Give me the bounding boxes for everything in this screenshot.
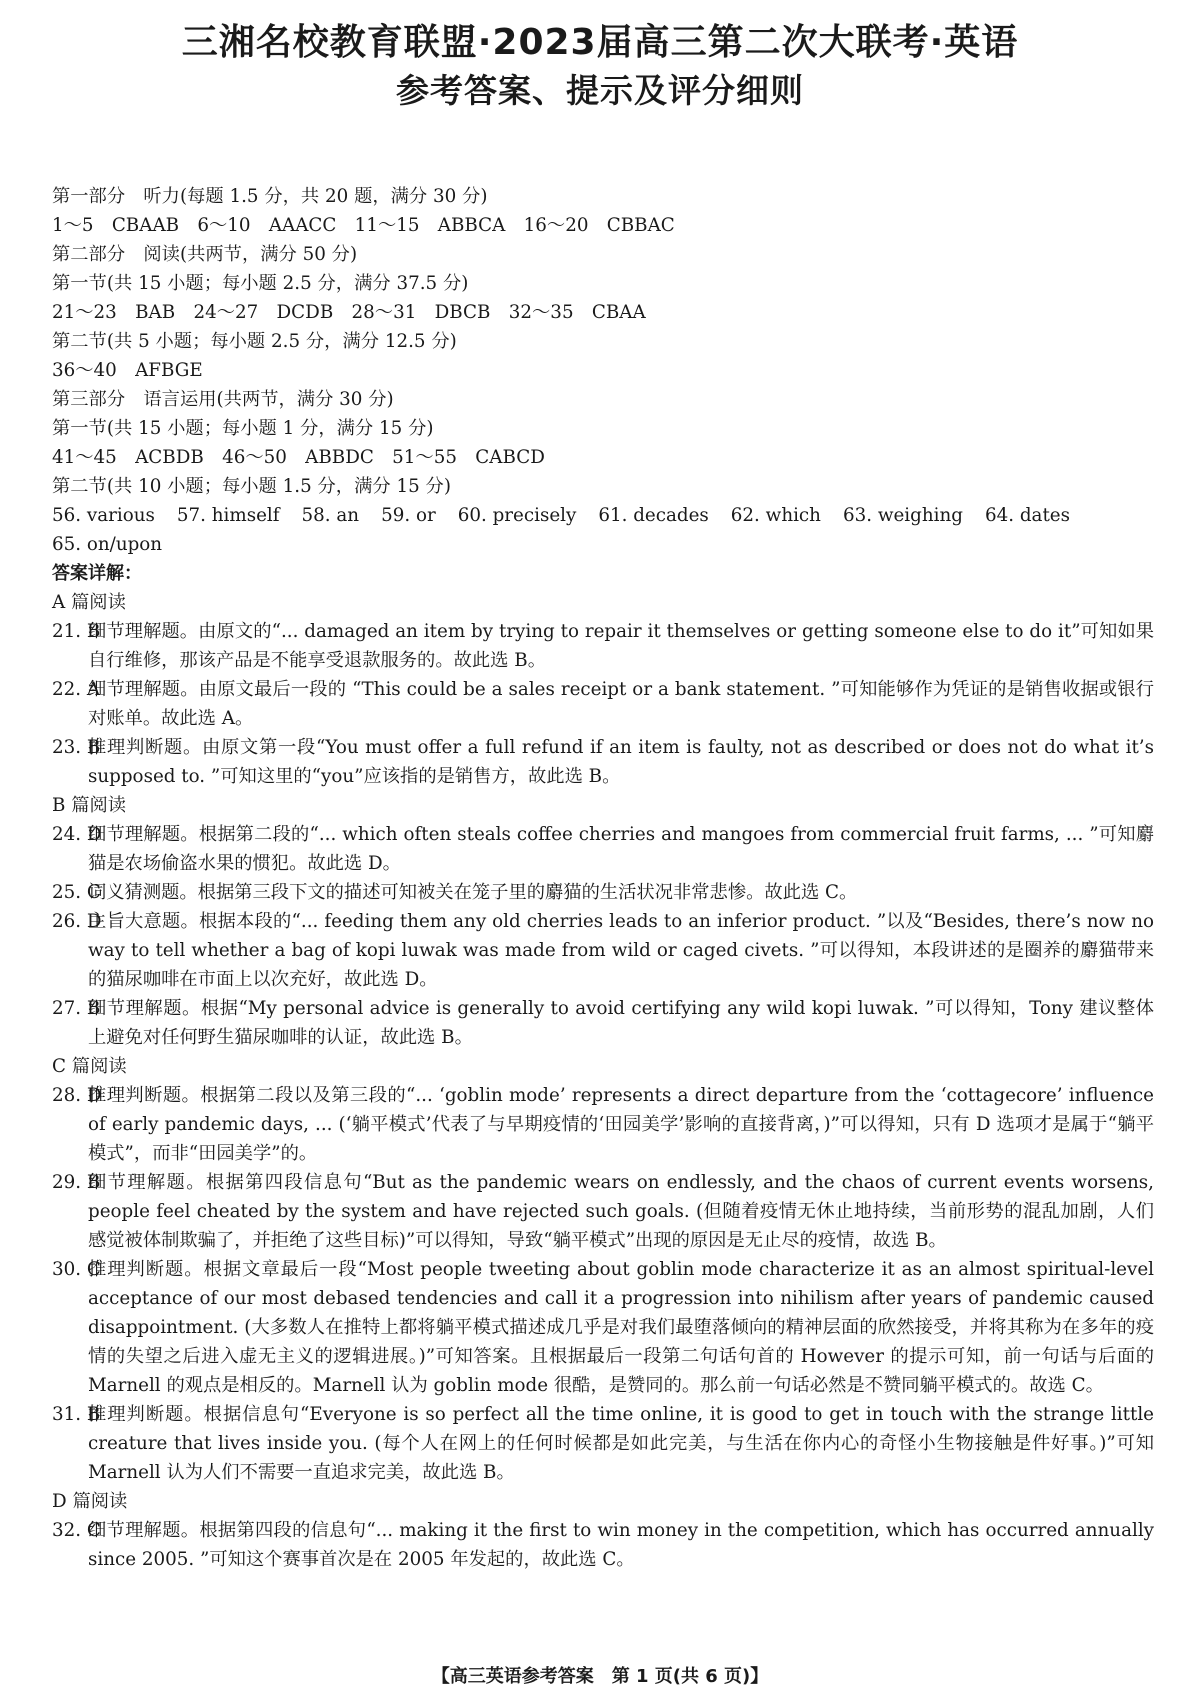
section-language-use: 第三部分 语言运用(共两节，满分 30 分): [52, 389, 394, 410]
page-subtitle: 参考答案、提示及评分细则: [396, 71, 804, 110]
fill-answer: 62. which: [730, 505, 821, 526]
page-header: [0, 0, 1200, 114]
passage-a-heading: A 篇阅读: [52, 592, 126, 613]
section-reading: 第二部分 阅读(共两节，满分 50 分): [52, 244, 358, 265]
item-text: 推理判断题。由原文第一段“You must offer a full refund if an item is faulty, not as described or does not do what it’s supposed to. ”可知这里的“you”应该指的是销售方，故此选 B。: [88, 737, 1154, 787]
explanation-item: [52, 820, 1154, 878]
answers-language-part1: 41～45 ACBDB 46～50 ABBDC 51～55 CABCD: [52, 447, 545, 468]
item-number: 27. B: [52, 998, 101, 1019]
item-text: 词义猜测题。根据第三段下文的描述可知被关在笼子里的麝猫的生活状况非常悲惨。故此选 C。: [88, 882, 858, 903]
item-number: 31. B: [52, 1404, 101, 1425]
passage-c-heading: C 篇阅读: [52, 1056, 127, 1077]
page-title: 三湘名校教育联盟·2023届高三第二次大联考·英语: [181, 22, 1019, 63]
fill-answer: 63. weighing: [842, 505, 963, 526]
item-number: 22. A: [52, 679, 101, 700]
explanation-item: [52, 907, 1154, 994]
fill-answer-last: 65. on/upon: [52, 534, 163, 555]
item-text: 细节理解题。由原文最后一段的 “This could be a sales receipt or a bank statement. ”可知能够作为凭证的是销售收据或银行对账单。故此选 A。: [88, 679, 1154, 729]
explanation-item: [52, 878, 1154, 907]
reading-part1-heading: 第一节(共 15 小题；每小题 2.5 分，满分 37.5 分): [52, 273, 469, 294]
explanation-item: [52, 1516, 1154, 1574]
explanation-item: [52, 1081, 1154, 1168]
language-part2-heading: 第二节(共 10 小题；每小题 1.5 分，满分 15 分): [52, 476, 451, 497]
explanation-item: [52, 675, 1154, 733]
passage-d-heading: D 篇阅读: [52, 1491, 128, 1512]
fill-answer: 64. dates: [984, 505, 1070, 526]
explanation-item: [52, 1255, 1154, 1400]
item-number: 26. D: [52, 911, 102, 932]
answers-fill-in: [52, 501, 1154, 530]
fill-answer: 57. himself: [176, 505, 280, 526]
section-listening: 第一部分 听力(每题 1.5 分，共 20 题，满分 30 分): [52, 186, 488, 207]
item-number: 32. C: [52, 1520, 101, 1541]
item-text: 细节理解题。根据第二段的“... which often steals coffee cherries and mangoes from commercial fruit farms, ... ”可知麝猫是农场偷盗水果的惯犯。故此选 D。: [88, 824, 1154, 874]
item-number: 25. C: [52, 882, 101, 903]
answers-reading-part2: 36～40 AFBGE: [52, 360, 203, 381]
item-number: 30. C: [52, 1259, 101, 1280]
answer-content: [52, 182, 1154, 1574]
fill-answer: 60. precisely: [457, 505, 577, 526]
answers-reading-part1: 21～23 BAB 24～27 DCDB 28～31 DBCB 32～35 CBAA: [52, 302, 646, 323]
item-number: 29. B: [52, 1172, 101, 1193]
item-number: 28. D: [52, 1085, 102, 1106]
passage-b-heading: B 篇阅读: [52, 795, 127, 816]
reading-part2-heading: 第二节(共 5 小题；每小题 2.5 分，满分 12.5 分): [52, 331, 457, 352]
item-text: 推理判断题。根据信息句“Everyone is so perfect all the time online, it is good to get in touch with the strange little creature that lives inside you. (每个人在网上的任何时候都是如此完美，与生活在你内心的奇怪小生物接触是件好事。)”可知 Marnell 认为人们不需要一直追求完美，故此选 B。: [88, 1404, 1154, 1483]
item-text: 细节理解题。由原文的“... damaged an item by trying to repair it themselves or getting someone else to do it”可知如果自行维修，那该产品是不能享受退款服务的。故此选 B。: [88, 621, 1154, 671]
item-text: 细节理解题。根据“My personal advice is generally to avoid certifying any wild kopi luwak. ”可以得知，Tony 建议整体上避免对任何野生猫尿咖啡的认证，故此选 B。: [88, 998, 1154, 1048]
item-text: 推理判断题。根据文章最后一段“Most people tweeting about goblin mode characterize it as an almost spiritual-level acceptance of our most debased tendencies and call it a progression into nihilism after years of pandemic caused disappointment. (大多数人在推特上都将躺平模式描述成几乎是对我们最堕落倾向的精神层面的欣然接受，并将其称为在多年的疫情的失望之后进入虚无主义的逻辑进展。)”可知答案。且根据最后一段第二句话句首的 However 的提示可知，前一句话与后面的 Marnell 的观点是相反的。Marnell 认为 goblin mode 很酷，是赞同的。那么前一句话必然是不赞同躺平模式的。故选 C。: [88, 1259, 1154, 1396]
explanation-item: [52, 1400, 1154, 1487]
explanation-item: [52, 617, 1154, 675]
fill-answer: 61. decades: [598, 505, 709, 526]
page-footer: 【高三英语参考答案 第 1 页(共 6 页)】: [431, 1666, 769, 1687]
explanation-item: [52, 733, 1154, 791]
fill-answer: 58. an: [301, 505, 360, 526]
explanations-heading: 答案详解：: [52, 563, 142, 584]
fill-answer: 56. various: [52, 505, 155, 526]
item-text: 细节理解题。根据第四段信息句“But as the pandemic wears on endlessly, and the chaos of current events worsens, people feel cheated by the system and have rejected such goals. (但随着疫情无休止地持续，当前形势的混乱加剧，人们感觉被体制欺骗了，并拒绝了这些目标)”可以得知，导致“躺平模式”出现的原因是无止尽的疫情，故选 B。: [88, 1172, 1154, 1251]
item-text: 主旨大意题。根据本段的“... feeding them any old cherries leads to an inferior product. ”以及“Besides, there’s now no way to tell whether a bag of kopi luwak was made from wild or caged civets. ”可以得知，本段讲述的是圈养的麝猫带来的猫尿咖啡在市面上以次充好，故此选 D。: [88, 911, 1154, 990]
explanation-item: [52, 994, 1154, 1052]
item-number: 23. B: [52, 737, 101, 758]
answers-listening: 1～5 CBAAB 6～10 AAACC 11～15 ABBCA 16～20 CBBAC: [52, 215, 675, 236]
item-text: 细节理解题。根据第四段的信息句“... making it the first to win money in the competition, which has occurred annually since 2005. ”可知这个赛事首次是在 2005 年发起的，故此选 C。: [88, 1520, 1154, 1570]
item-number: 21. B: [52, 621, 101, 642]
explanation-item: [52, 1168, 1154, 1255]
item-text: 推理判断题。根据第二段以及第三段的“... ‘goblin mode’ represents a direct departure from the ‘cottagecore’ influence of early pandemic days, ... (‘躺平模式’代表了与早期疫情的‘田园美学’影响的直接背离，)”可以得知，只有 D 选项才是属于“躺平模式”，而非“田园美学”的。: [88, 1085, 1154, 1164]
language-part1-heading: 第一节(共 15 小题；每小题 1 分，满分 15 分): [52, 418, 434, 439]
fill-answer: 59. or: [381, 505, 436, 526]
item-number: 24. D: [52, 824, 102, 845]
